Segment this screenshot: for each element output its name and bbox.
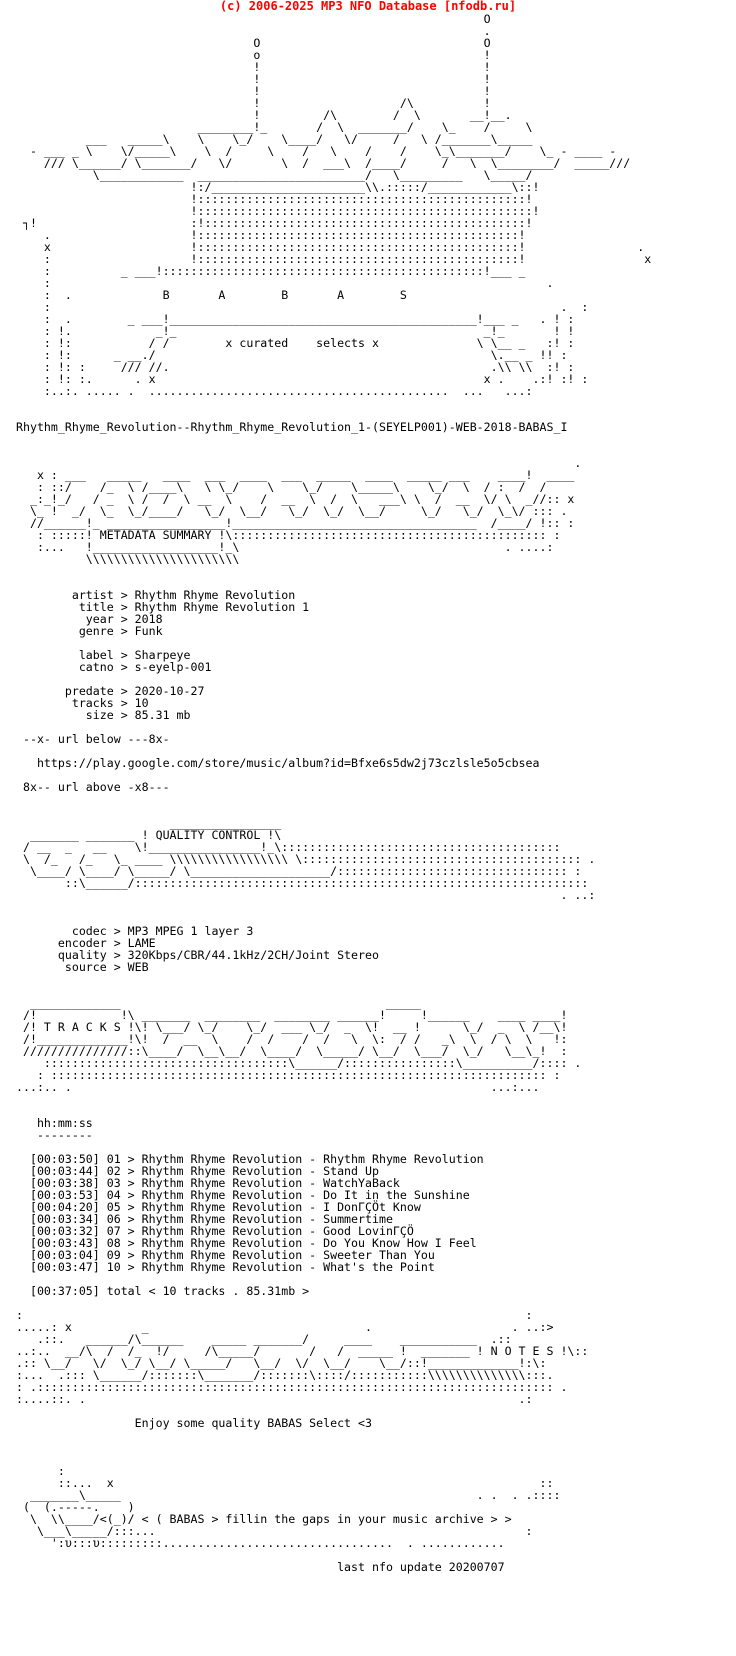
page-header-copyright: (c) 2006-2025 MP3 NFO Database [nfodb.ru]: [219, 0, 517, 13]
nfo-text-body: O . O O o ! ! ! ! ! ! ! ! /\ ! ! /\ / \ __!__. ________!_ / \ _______/ \_ / \ ___ _____\ \ \_/ \____/ \/ / \ /_______\_____ - ___ _ \ \/_____\ \ / \ / \ / / \_\_______/ \_ - ____ - /// \______/ \_______/ \/ \ / ___\ /____/ / \ \________/ _____/// \____________ ________________________/ \_________ \_____/ !:/______________________\\.:::::/____________\::! !:::::::::::::::::::::::::::::::::::::::::::::::! !::::::::::::::::::::::::::::::::::::::::::::::::! ┐! :!::::::::::::::::::::::::::::::::::::::::::::::! . !::::::::::::::::::::::::::::::::::::::::::::::! x !::::::::::::::::::::::::::::::::::::::::::::::! . : !::::::::::::::::::::::::::::::::::::::::::::::! x : _ ___!::::::::::::::::::::::::::::::::::::::::::::::!___ _ : . : . B A B A S : . : : . _ ___!____________________________________________!___ _ . ! : : !. _!_ _!_ ! ! : !: / / x curated selects x \ \__ _ :! : : !: _ __./ \.__ _ !! : : !: : /// //. .\\ \\ :! : : !: :. . x x . .:! :! : :..:. ..... . ........................................... ... ...: Rhythm_Rhyme_Revolution--Rhythm_Rhyme_Revolution_1-(SEYELP001)-WEB-2018-BABAS_I . x : ___ _____ ____ ___ ____ ___ _____ ____ _____ ___ ____! ____ : ::/ /_ \ /____\ \ \_/ \ \_/ \_____\ \_/ \ / : / / _:_!_/ / _ \ / / \ __ \ / __ \ / \ ___\ \ / __ \/ \ _//:: x \_ ! _/ \_ \_/____/ \_/ \__/ \_/ \_/ \__/ \_/ \_/ \_\/ ::: . //______!_ _________________!___________________________________ /____/ !:: : : :::::! METADATA SUMMARY !\::::::::::::::::::::::::::::::::::::::::::::: : :... !__________________!_\ . ....: \\\\\\\\\\\\\\\\\\\\\\ artist > Rhythm Rhyme Revolution title > Rhythm Rhyme Revolution 1 year > 2018 genre > Funk label > Sharpeye catno > s-eyelp-001 predate > 2020-10-27 tracks > 10 size > 85.31 mb --x- url below ---8x- https://play.google.com/store/music/album?id=Bfxe6s5dw2j73czlsle5o5cbsea 8x-- url above -x8--- ________________ _______ _______ ! QUALITY CONTROL !\ / __ _ __ \!________________!_\:::::::::::::::::::::::::::::::::::::::: \ /_ /_ \_ ____ \\\\\\\\\\\\\\\\\ \:::::::::::::::::::::::::::::::::::::::: . \____/ \____/ \_____/ \____________________/::::::::::::::::::::::::::::::::: : ::\______/::::::::::::::::::::::::::::::::::::::::::::::::::::::::::::::::: . ..: codec > MP3 MPEG 1 layer 3 encoder > LAME quality > 320Kbps/CBR/44.1kHz/2CH/Joint Stereo source > WEB _____________ _____ /! !\ _______ ________ ________ ______! !______ ____ ____! /! T R A C K S !\! \___/ \_/ \_/ ___ \_/ _ \! __ ! \_/ _ \ /__\! /!_____________!\! / __ \ / / / / \ \: / / _\ \ / \ \ !: ///////////////::\____/ \__\__/ \____/ \_____/ \__/ \___/ \_/ \__\_! : :::::::::::::::::::::::::::::::::::\______/::::::::::::::::\__________/:::: . : ::::::::::::::::::::::::::::::::::::::::::::::::::::::::::::::::::::::: : ...:.. . ...:... hh:mm:ss -------- [00:03:50] 01 > Rhythm Rhyme Revolution - Rhythm Rhyme Revolution [00:03:44] 02 > Rhythm Rhyme Revolution - Stand Up [00:03:38] 03 > Rhythm Rhyme Revolution - WatchYaBack [00:03:53] 04 > Rhythm Rhyme Revolution - Do It in the Sunshine [00:04:20] 05 > Rhythm Rhyme Revolution - I DonΓÇÖt Know [00:03:34] 06 > Rhythm Rhyme Revolution - Summertime [00:03:32] 07 > Rhythm Rhyme Revolution - Good LovinΓÇÖ [00:03:43] 08 > Rhythm Rhyme Revolution - Do You Know How I Feel [00:03:04] 09 > Rhythm Rhyme Revolution - Sweeter Than You [00:03:47] 10 > Rhythm Rhyme Revolution - What's the Point [00:37:05] total < 10 tracks . 85.31mb > : : .....: x _ . . ..:> .::. ______/\______ _____ _______/ ____ ___________ .:: ..:.. __/\ / /_ !/ /\_____/ / / _____ ! _______ ! N O T E S !\:: .:: \__/ \/ \_/ \__/ \_____/ \__/ \/ \__/ \__/::!_____________!:\: :... .::: \______/:::::::\_______/:::::::\::::/:::::::::::\\\\\\\\\\\\\\:::. : .:::::::::::::::::::::::::::::::::::::::::::::::::::::::::::::::::::::::::: . :....::. . .: Enjoy some quality BABAS Select <3 : ::... x :: _______\_____ . . . .:::: ( (.-----. ) \ \\____/<(_)/ < ( BABAS > fillin the gaps in your music archive > > \___\_____/:::... : ':υ:::υ:::::::::................................. . ............ last nfo update 20200707: [16, 12, 652, 1574]
